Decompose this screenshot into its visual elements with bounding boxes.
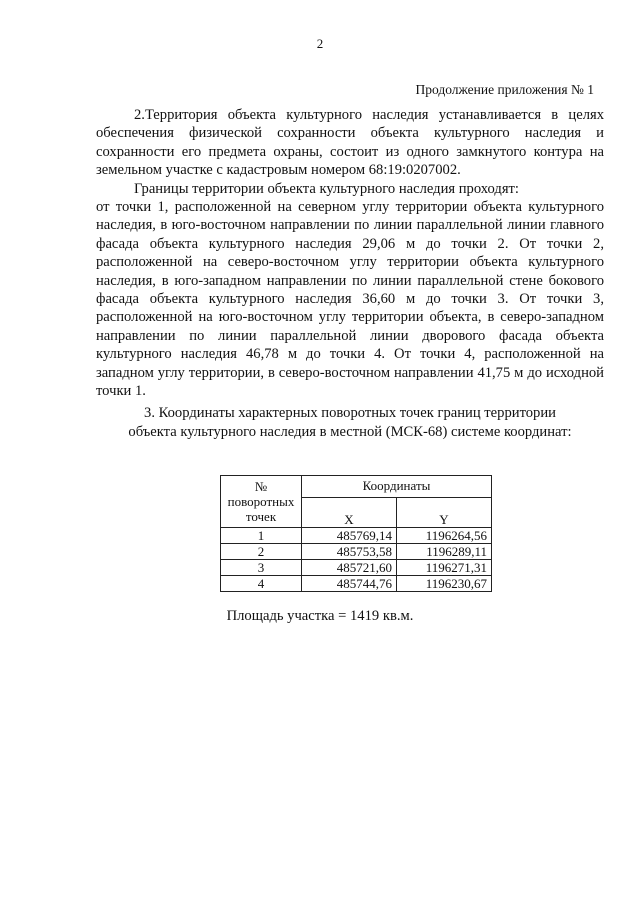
point-number: 1 [221,528,302,544]
header-x: X [302,498,397,528]
table-row [221,576,492,592]
plot-area: Площадь участка = 1419 кв.м. [226,608,414,624]
header-point-number: № поворотных точек [221,476,302,528]
header-y: Y [397,498,492,528]
territory-paragraph: 2.Территория объекта культурного наследия устанавливается в целях обеспечения физической сохранности объекта культурного наследия и сохранности его предмета охраны, состоит из одного замкнутого контура на земельном участке с кадастровым номером 68:19:0207002. [96,107,604,179]
coordinates-table [220,475,492,592]
section-2 [96,106,604,401]
point-number: 3 [221,560,302,576]
coord-y: 1196289,11 [397,544,492,560]
coord-x: 485744,76 [302,576,397,592]
coord-y: 1196264,56 [397,528,492,544]
point-number: 2 [221,544,302,560]
coord-x: 485753,58 [302,544,397,560]
section-3-heading [96,404,604,441]
point-number: 4 [221,576,302,592]
table-row [221,528,492,544]
page-number: 2 [316,36,324,51]
section-3-line-1: 3. Координаты характерных поворотных точек границ территории [144,405,556,421]
table-header-row [221,476,492,498]
table-row [221,544,492,560]
boundaries-description: от точки 1, расположенной на северном углу территории объекта культурного наследия, в юго-восточном направлении по линии параллельной линии главного фасада объекта культурного наследия 29,06 м до точки 2. От точки 2, расположенной на северо-восточном углу территории объекта культурного наследия, в юго-западном направлении по линии параллельной стене бокового фасада объекта культурного наследия 36,60 м до точки 3. От точки 3, расположенной на юго-восточном углу территории объекта, в северо-западном направлении по линии параллельной линии дворового фасада объекта культурного наследия 46,78 м до точки 4. От точки 4, расположенной на западном углу территории, в северо-восточном направлении 41,75 м до исходной точки 1. [96,199,604,400]
table-row [221,560,492,576]
section-3-line-2: объекта культурного наследия в местной (МСК-68) системе координат: [128,423,572,440]
coord-x: 485769,14 [302,528,397,544]
appendix-note: Продолжение приложения № 1 [415,82,594,97]
header-coordinates: Координаты [302,476,492,498]
coord-x: 485721,60 [302,560,397,576]
coord-y: 1196230,67 [397,576,492,592]
boundaries-heading: Границы территории объекта культурного наследия проходят: [134,180,519,197]
coord-y: 1196271,31 [397,560,492,576]
